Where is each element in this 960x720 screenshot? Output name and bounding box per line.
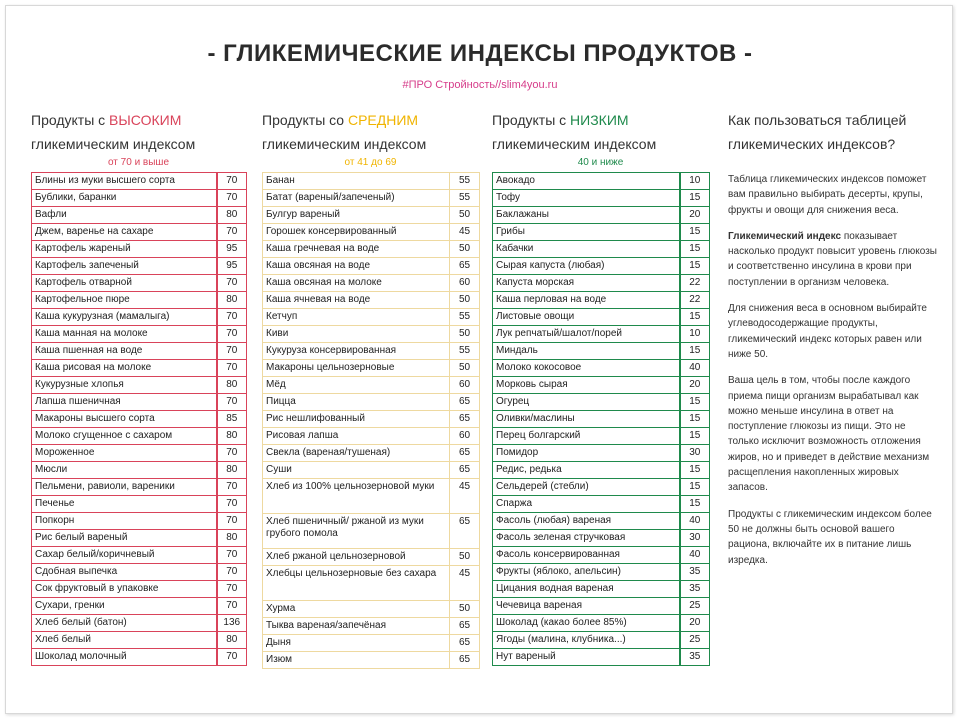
gi-value: 80 (217, 207, 247, 224)
gi-value: 80 (217, 632, 247, 649)
low-gi-row (493, 173, 710, 190)
low-gi-row (493, 547, 710, 564)
info-paragraph-4: Ваша цель в том, чтобы после каждого приема пищи организм вырабатывал как можно меньше инсулина в ответ на поступление глюкозы из пищи. Это не только исключит возможность отложения жиров, но и приведет в действие механизм расщепления накопленных жировых запасов. (728, 375, 930, 494)
medium-gi-range: от 41 до 69 (344, 157, 397, 168)
medium-gi-row (263, 549, 480, 566)
product-name: Сдобная выпечка (32, 564, 217, 581)
gi-value: 45 (450, 566, 480, 601)
product-name: Каша кукурузная (мамалыга) (32, 309, 217, 326)
low-gi-row (493, 343, 710, 360)
gi-value: 35 (680, 564, 710, 581)
low-gi-row (493, 649, 710, 666)
high-gi-row (32, 258, 247, 275)
low-gi-row (493, 513, 710, 530)
gi-value: 25 (680, 632, 710, 649)
gi-value: 70 (217, 326, 247, 343)
gi-value: 15 (680, 496, 710, 513)
product-name: Бублики, баранки (32, 190, 217, 207)
gi-value: 65 (450, 411, 480, 428)
product-name: Кукурузные хлопья (32, 377, 217, 394)
medium-gi-row (263, 224, 480, 241)
high-gi-row (32, 615, 247, 632)
low-gi-row (493, 581, 710, 598)
product-name: Каша овсяная на молоке (263, 275, 450, 292)
page-title: - ГЛИКЕМИЧЕСКИЕ ИНДЕКСЫ ПРОДУКТОВ - (207, 40, 753, 67)
low-gi-row (493, 615, 710, 632)
medium-gi-row (263, 258, 480, 275)
gi-value: 45 (450, 479, 480, 514)
low-gi-column (492, 108, 710, 666)
high-gi-row (32, 496, 247, 513)
low-gi-row (493, 445, 710, 462)
gi-value: 30 (680, 445, 710, 462)
low-gi-row (493, 632, 710, 649)
product-name: Каша гречневая на воде (263, 241, 450, 258)
page-subtitle: #ПРО Стройность//slim4you.ru (402, 79, 558, 91)
info-paragraph-2: Гликемический индекс показывает насколько продукт повысит уровень глюкозы и соответственно инсулина в крови при поступлении в организм человека. (728, 230, 937, 288)
gi-value: 65 (450, 394, 480, 411)
medium-gi-row (263, 479, 480, 514)
medium-gi-row (263, 275, 480, 292)
gi-value: 40 (680, 513, 710, 530)
low-gi-row (493, 360, 710, 377)
product-name: Каша пшенная на воде (32, 343, 217, 360)
medium-gi-row (263, 514, 480, 549)
gi-value: 35 (680, 649, 710, 666)
product-name: Баклажаны (493, 207, 680, 224)
product-name: Хлеб из 100% цельнозерновой муки (263, 479, 450, 514)
product-name: Вафли (32, 207, 217, 224)
product-name: Капуста морская (493, 275, 680, 292)
product-name: Сок фруктовый в упаковке (32, 581, 217, 598)
gi-value: 80 (217, 377, 247, 394)
gi-value: 55 (450, 190, 480, 207)
gi-value: 60 (450, 377, 480, 394)
gi-value: 70 (217, 513, 247, 530)
medium-gi-row (263, 377, 480, 394)
product-name: Печенье (32, 496, 217, 513)
product-name: Рисовая лапша (263, 428, 450, 445)
product-name: Лапша пшеничная (32, 394, 217, 411)
medium-gi-row (263, 601, 480, 618)
product-name: Фасоль зеленая стручковая (493, 530, 680, 547)
product-name: Редис, редька (493, 462, 680, 479)
product-name: Листовые овощи (493, 309, 680, 326)
product-name: Картофель запеченый (32, 258, 217, 275)
gi-value: 65 (450, 652, 480, 669)
gi-value: 40 (680, 360, 710, 377)
product-name: Спаржа (493, 496, 680, 513)
low-gi-heading: Продукты с НИЗКИМ гликемическим индексом (492, 112, 657, 152)
low-gi-row (493, 241, 710, 258)
product-name: Сухари, гренки (32, 598, 217, 615)
low-gi-row (493, 207, 710, 224)
product-name: Сахар белый/коричневый (32, 547, 217, 564)
product-name: Рис нешлифованный (263, 411, 450, 428)
high-gi-row (32, 241, 247, 258)
product-name: Пельмени, равиоли, вареники (32, 479, 217, 496)
high-gi-row (32, 292, 247, 309)
product-name: Попкорн (32, 513, 217, 530)
medium-gi-row (263, 566, 480, 601)
product-name: Кетчуп (263, 309, 450, 326)
gi-value: 15 (680, 428, 710, 445)
medium-gi-row (263, 292, 480, 309)
medium-gi-row (263, 326, 480, 343)
low-gi-row (493, 564, 710, 581)
gi-value: 136 (217, 615, 247, 632)
high-gi-row (32, 411, 247, 428)
low-gi-row (493, 377, 710, 394)
product-name: Булгур вареный (263, 207, 450, 224)
medium-gi-table (262, 172, 480, 669)
gi-value: 15 (680, 343, 710, 360)
product-name: Сельдерей (стебли) (493, 479, 680, 496)
product-name: Грибы (493, 224, 680, 241)
gi-value: 50 (450, 549, 480, 566)
high-gi-keyword: ВЫСОКИМ (109, 112, 182, 128)
high-gi-table (31, 172, 247, 666)
medium-gi-row (263, 173, 480, 190)
medium-gi-row (263, 241, 480, 258)
gi-value: 80 (217, 462, 247, 479)
product-name: Мороженное (32, 445, 217, 462)
gi-value: 80 (217, 530, 247, 547)
gi-value: 40 (680, 547, 710, 564)
low-gi-row (493, 224, 710, 241)
high-gi-row (32, 649, 247, 666)
gi-value: 25 (680, 598, 710, 615)
product-name: Хлеб белый (батон) (32, 615, 217, 632)
product-name: Огурец (493, 394, 680, 411)
high-gi-row (32, 462, 247, 479)
product-name: Фрукты (яблоко, апельсин) (493, 564, 680, 581)
low-gi-keyword: НИЗКИМ (570, 112, 629, 128)
product-name: Хлеб белый (32, 632, 217, 649)
gi-value: 70 (217, 479, 247, 496)
low-gi-row (493, 258, 710, 275)
gi-value: 80 (217, 428, 247, 445)
low-gi-row (493, 309, 710, 326)
high-gi-row (32, 190, 247, 207)
gi-value: 10 (680, 173, 710, 190)
gi-value: 15 (680, 411, 710, 428)
gi-value: 70 (217, 309, 247, 326)
gi-value: 50 (450, 360, 480, 377)
product-name: Морковь сырая (493, 377, 680, 394)
gi-value: 65 (450, 445, 480, 462)
product-name: Шоколад (какао более 85%) (493, 615, 680, 632)
product-name: Киви (263, 326, 450, 343)
info-heading: Как пользоваться таблицей гликемических индексов? (728, 112, 907, 152)
high-gi-column (31, 108, 247, 666)
product-name: Хлебцы цельнозерновые без сахара (263, 566, 450, 601)
high-gi-row (32, 530, 247, 547)
gi-value: 55 (450, 173, 480, 190)
low-gi-row (493, 598, 710, 615)
product-name: Мёд (263, 377, 450, 394)
high-gi-row (32, 445, 247, 462)
product-name: Банан (263, 173, 450, 190)
gi-value: 50 (450, 207, 480, 224)
gi-value: 55 (450, 309, 480, 326)
product-name: Молоко сгущенное с сахаром (32, 428, 217, 445)
product-name: Суши (263, 462, 450, 479)
medium-gi-row (263, 618, 480, 635)
product-name: Кабачки (493, 241, 680, 258)
product-name: Лук репчатый/шалот/порей (493, 326, 680, 343)
product-name: Цицания водная вареная (493, 581, 680, 598)
medium-gi-row (263, 635, 480, 652)
gi-value: 22 (680, 292, 710, 309)
high-gi-row (32, 377, 247, 394)
gi-value: 20 (680, 207, 710, 224)
medium-gi-row (263, 207, 480, 224)
high-gi-row (32, 513, 247, 530)
high-gi-heading: Продукты с ВЫСОКИМ гликемическим индексом (31, 112, 196, 152)
gi-value: 22 (680, 275, 710, 292)
gi-value: 50 (450, 601, 480, 618)
gi-value: 70 (217, 581, 247, 598)
product-name: Каша перловая на воде (493, 292, 680, 309)
gi-value: 15 (680, 462, 710, 479)
high-gi-row (32, 547, 247, 564)
product-name: Блины из муки высшего сорта (32, 173, 217, 190)
product-name: Шоколад молочный (32, 649, 217, 666)
low-gi-row (493, 394, 710, 411)
gi-value: 65 (450, 618, 480, 635)
product-name: Дыня (263, 635, 450, 652)
info-paragraph-3: Для снижения веса в основном выбирайте углеводосодержащие продукты, гликемический индекс которых равен или ниже 50. (728, 303, 927, 360)
high-gi-row (32, 632, 247, 649)
low-gi-row (493, 496, 710, 513)
product-name: Горошек консервированный (263, 224, 450, 241)
medium-gi-row (263, 190, 480, 207)
low-gi-table (492, 172, 710, 666)
medium-gi-row (263, 445, 480, 462)
product-name: Пицца (263, 394, 450, 411)
gi-value: 15 (680, 479, 710, 496)
gi-value: 70 (217, 343, 247, 360)
gi-value: 50 (450, 241, 480, 258)
gi-value: 65 (450, 635, 480, 652)
product-name: Хурма (263, 601, 450, 618)
medium-gi-row (263, 360, 480, 377)
product-name: Картофель жареный (32, 241, 217, 258)
gi-value: 50 (450, 292, 480, 309)
product-name: Молоко кокосовое (493, 360, 680, 377)
product-name: Хлеб пшеничный/ ржаной из муки грубого помола (263, 514, 450, 549)
medium-gi-row (263, 462, 480, 479)
info-paragraph-1: Таблица гликемических индексов поможет вам правильно выбирать десерты, крупы, фрукты и овощи для снижения веса. (728, 174, 927, 216)
gi-value: 70 (217, 190, 247, 207)
high-gi-row (32, 343, 247, 360)
gi-value: 30 (680, 530, 710, 547)
medium-gi-row (263, 343, 480, 360)
medium-gi-row (263, 428, 480, 445)
gi-value: 65 (450, 258, 480, 275)
product-name: Рис белый вареный (32, 530, 217, 547)
medium-gi-row (263, 309, 480, 326)
product-name: Батат (вареный/запеченый) (263, 190, 450, 207)
gi-value: 15 (680, 224, 710, 241)
gi-value: 70 (217, 564, 247, 581)
product-name: Каша манная на молоке (32, 326, 217, 343)
gi-value: 10 (680, 326, 710, 343)
low-gi-row (493, 292, 710, 309)
low-gi-row (493, 479, 710, 496)
product-name: Нут вареный (493, 649, 680, 666)
product-name: Чечевица вареная (493, 598, 680, 615)
medium-gi-row (263, 394, 480, 411)
gi-value: 70 (217, 224, 247, 241)
high-gi-row (32, 309, 247, 326)
gi-value: 65 (450, 462, 480, 479)
gi-value: 15 (680, 258, 710, 275)
product-name: Мюсли (32, 462, 217, 479)
product-name: Оливки/маслины (493, 411, 680, 428)
high-gi-row (32, 173, 247, 190)
high-gi-range: от 70 и выше (107, 157, 170, 168)
gi-value: 15 (680, 190, 710, 207)
low-gi-row (493, 462, 710, 479)
product-name: Каша овсяная на воде (263, 258, 450, 275)
high-gi-row (32, 326, 247, 343)
gi-value: 55 (450, 343, 480, 360)
gi-value: 70 (217, 394, 247, 411)
product-name: Сырая капуста (любая) (493, 258, 680, 275)
product-name: Фасоль (любая) вареная (493, 513, 680, 530)
gi-value: 70 (217, 173, 247, 190)
gi-value: 65 (450, 514, 480, 549)
high-gi-row (32, 479, 247, 496)
low-gi-row (493, 190, 710, 207)
gi-value: 70 (217, 547, 247, 564)
product-name: Хлеб ржаной цельнозерновой (263, 549, 450, 566)
gi-value: 20 (680, 615, 710, 632)
high-gi-row (32, 598, 247, 615)
medium-gi-heading: Продукты со СРЕДНИМ гликемическим индексом (262, 112, 427, 152)
gi-value: 70 (217, 445, 247, 462)
high-gi-row (32, 224, 247, 241)
product-name: Помидор (493, 445, 680, 462)
gi-value: 95 (217, 241, 247, 258)
product-name: Кукуруза консервированная (263, 343, 450, 360)
high-gi-row (32, 581, 247, 598)
info-column (728, 108, 938, 568)
low-gi-row (493, 275, 710, 292)
product-name: Изюм (263, 652, 450, 669)
gi-value: 45 (450, 224, 480, 241)
info-paragraph-5: Продукты с гликемическим индексом более 50 не должны быть основой вашего рациона, включайте их в питание лишь изредка. (728, 508, 932, 566)
high-gi-row (32, 394, 247, 411)
gi-value: 15 (680, 241, 710, 258)
low-gi-range: 40 и ниже (577, 157, 624, 168)
gi-value: 20 (680, 377, 710, 394)
product-name: Картофель отварной (32, 275, 217, 292)
gi-value: 15 (680, 394, 710, 411)
gi-value: 70 (217, 275, 247, 292)
gi-value: 70 (217, 598, 247, 615)
gi-value: 60 (450, 428, 480, 445)
high-gi-row (32, 207, 247, 224)
product-name: Миндаль (493, 343, 680, 360)
product-name: Перец болгарский (493, 428, 680, 445)
gi-value: 60 (450, 275, 480, 292)
product-name: Макароны высшего сорта (32, 411, 217, 428)
product-name: Тофу (493, 190, 680, 207)
medium-gi-row (263, 652, 480, 669)
gi-value: 85 (217, 411, 247, 428)
low-gi-row (493, 530, 710, 547)
high-gi-row (32, 564, 247, 581)
product-name: Тыква вареная/запечёная (263, 618, 450, 635)
gi-value: 15 (680, 309, 710, 326)
low-gi-row (493, 326, 710, 343)
product-name: Ягоды (малина, клубника...) (493, 632, 680, 649)
gi-value: 95 (217, 258, 247, 275)
product-name: Джем, варенье на сахаре (32, 224, 217, 241)
product-name: Каша ячневая на воде (263, 292, 450, 309)
gi-value: 70 (217, 360, 247, 377)
medium-gi-column (262, 108, 480, 669)
high-gi-row (32, 275, 247, 292)
high-gi-row (32, 360, 247, 377)
gi-value: 50 (450, 326, 480, 343)
medium-gi-keyword: СРЕДНИМ (347, 112, 419, 128)
product-name: Авокадо (493, 173, 680, 190)
gi-value: 70 (217, 649, 247, 666)
product-name: Картофельное пюре (32, 292, 217, 309)
low-gi-row (493, 411, 710, 428)
product-name: Макароны цельнозерновые (263, 360, 450, 377)
product-name: Фасоль консервированная (493, 547, 680, 564)
gi-value: 80 (217, 292, 247, 309)
gi-value: 70 (217, 496, 247, 513)
product-name: Каша рисовая на молоке (32, 360, 217, 377)
product-name: Свекла (вареная/тушеная) (263, 445, 450, 462)
medium-gi-row (263, 411, 480, 428)
low-gi-row (493, 428, 710, 445)
high-gi-row (32, 428, 247, 445)
gi-value: 35 (680, 581, 710, 598)
